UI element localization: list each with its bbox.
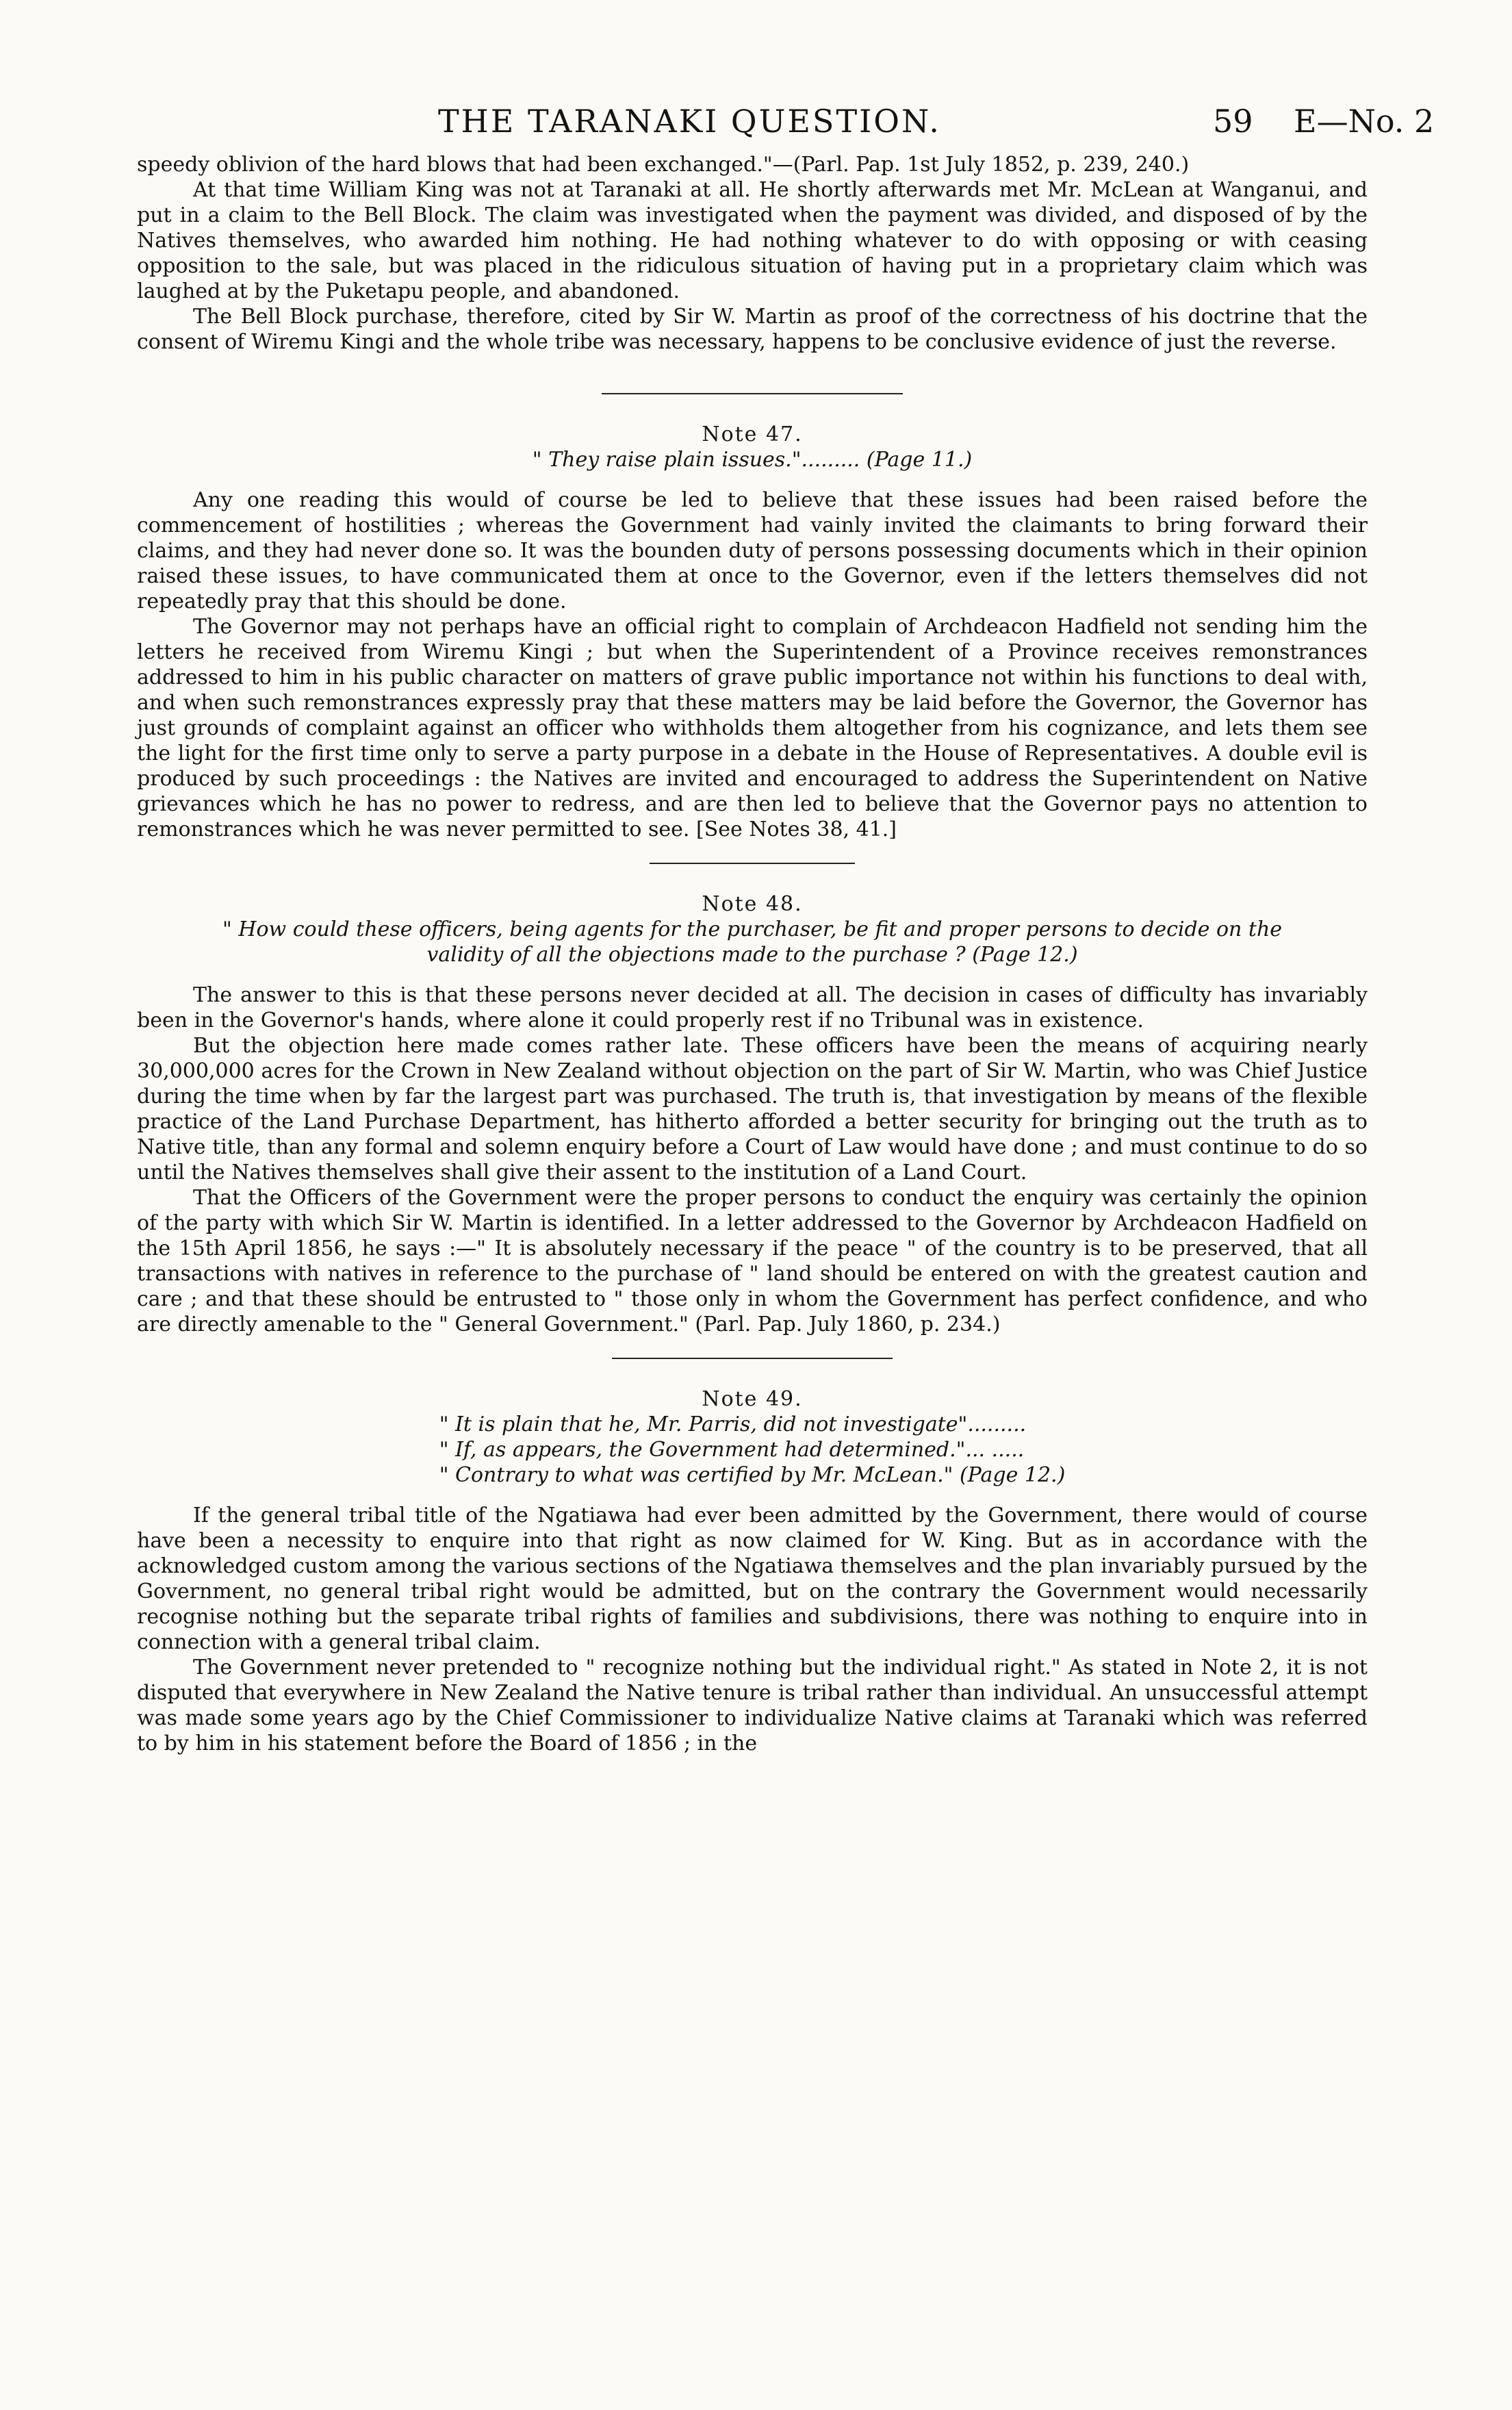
note-quote-line: validity of all the objections made to the purchase ? (Page 12.)	[426, 943, 1078, 967]
document-body	[137, 152, 1368, 1756]
paragraph: The Governor may not perhaps have an official right to complain of Archdeacon Hadfield not sending him the letters he received from Wiremu Kingi ; but when the Superintendent of a Province receives remonstrances addressed to him in his public character on matters of grave public importance not within his functions to deal with, and when such remonstrances expressly pray that these matters may be laid before the Governor, the Governor has just grounds of complaint against an officer who withholds them altogether from his cognizance, and lets them see the light for the first time only to serve a party purpose in a debate in the House of Representatives. A double evil is produced by such proceedings : the Natives are invited and encouraged to address the Superintendent on Native grievances which he has no power to redress, and are then led to believe that the Governor pays no attention to remonstrances which he was never permitted to see. [See Notes 38, 41.]	[137, 615, 1368, 841]
note-title: Note 48.	[702, 892, 803, 916]
note-quote: " They raise plain issues."......... (Page 11.)	[532, 448, 973, 472]
page-number: 59	[1213, 103, 1253, 140]
paragraph: But the objection here made comes rather late. These officers have been the means of acquiring nearly 30,000,000 acres for the Crown in New Zealand without objection on the part of Sir W. Martin, who was Chief Justice during the time when by far the largest part was purchased. The truth is, that investigation by means of the flexible practice of the Land Purchase Department, has hitherto afforded a better security for bringing out the truth as to Native title, than any formal and solemn enquiry before a Court of Law would have done ; and must continue to do so until the Natives themselves shall give their assent to the institution of a Land Court.	[137, 1034, 1368, 1184]
note-48-heading	[137, 891, 1368, 967]
note-47-heading	[137, 422, 1368, 472]
note-quote-line: " Contrary to what was certified by Mr. McLean." (Page 12.)	[439, 1463, 1066, 1487]
running-title: THE TARANAKI QUESTION.	[438, 103, 941, 140]
paragraph: If the general tribal title of the Ngatiawa had ever been admitted by the Government, there would of course have been a necessity to enquire into that right as now claimed for W. King. But as in accordance with the acknowledged custom among the various sections of the Ngatiawa themselves and the plan invariably pursued by the Government, no general tribal right would be admitted, but on the contrary the Government would necessarily recognise nothing but the separate tribal rights of families and subdivisions, there was nothing to enquire into in connection with a general tribal claim.	[137, 1504, 1368, 1654]
paragraph: The Government never pretended to " recognize nothing but the individual right." As stated in Note 2, it is not disputed that everywhere in New Zealand the Native tenure is tribal rather than individual. An unsuccessful attempt was made some years ago by the Chief Commissioner to individualize Native claims at Taranaki which was referred to by him in his statement before the Board of 1856 ; in the	[137, 1656, 1368, 1755]
paragraph: The answer to this is that these persons never decided at all. The decision in cases of difficulty has invariably been in the Governor's hands, where alone it could properly rest if no Tribunal was in existence.	[137, 983, 1368, 1032]
note-quote-line: " How could these officers, being agents for the purchaser, be fit and proper persons to decide on the	[222, 917, 1283, 941]
note-quote-line: " It is plain that he, Mr. Parris, did not investigate".........	[439, 1412, 1027, 1436]
paragraph: speedy oblivion of the hard blows that had been exchanged."—(Parl. Pap. 1st July 1852, p. 239, 240.)	[137, 153, 1190, 177]
paragraph: Any one reading this would of course be led to believe that these issues had been raised before the commencement of hostilities ; whereas the Government had vainly invited the claimants to bring forward their claims, and they had never done so. It was the bounden duty of persons possessing documents which in their opinion raised these issues, to have communicated them at once to the Governor, even if the letters themselves did not repeatedly pray that this should be done.	[137, 488, 1368, 613]
page-header	[0, 103, 1512, 151]
paragraph: The Bell Block purchase, therefore, cited by Sir W. Martin as proof of the correctness of his doctrine that the consent of Wiremu Kingi and the whole tribe was necessary, happens to be conclusive evidence of just the reverse.	[137, 305, 1368, 354]
document-reference: E—No. 2	[1294, 103, 1435, 140]
paragraph: That the Officers of the Government were the proper persons to conduct the enquiry was certainly the opinion of the party with which Sir W. Martin is identified. In a letter addressed to the Governor by Archdeacon Hadfield on the 15th April 1856, he says :—" It is absolutely necessary if the peace " of the country is to be preserved, that all transactions with natives in reference to the purchase of " land should be entered on with the greatest caution and care ; and that these should be entrusted to " those only in whom the Government has perfect confidence, and who are directly amenable to the " General Government." (Parl. Pap. July 1860, p. 234.)	[137, 1186, 1368, 1336]
note-49-heading	[137, 1386, 1368, 1488]
note-title: Note 47.	[702, 422, 803, 446]
note-title: Note 49.	[702, 1387, 803, 1411]
paragraph: At that time William King was not at Taranaki at all. He shortly afterwards met Mr. McLean at Wanganui, and put in a claim to the Bell Block. The claim was investigated when the payment was divided, and disposed of by the Natives themselves, who awarded him nothing. He had nothing whatever to do with opposing or with ceasing opposition to the sale, but was placed in the ridiculous situation of having put in a proprietary claim which was laughed at by the Puketapu people, and abandoned.	[137, 178, 1368, 303]
note-quote-line: " If, as appears, the Government had determined."... .....	[439, 1438, 1025, 1462]
